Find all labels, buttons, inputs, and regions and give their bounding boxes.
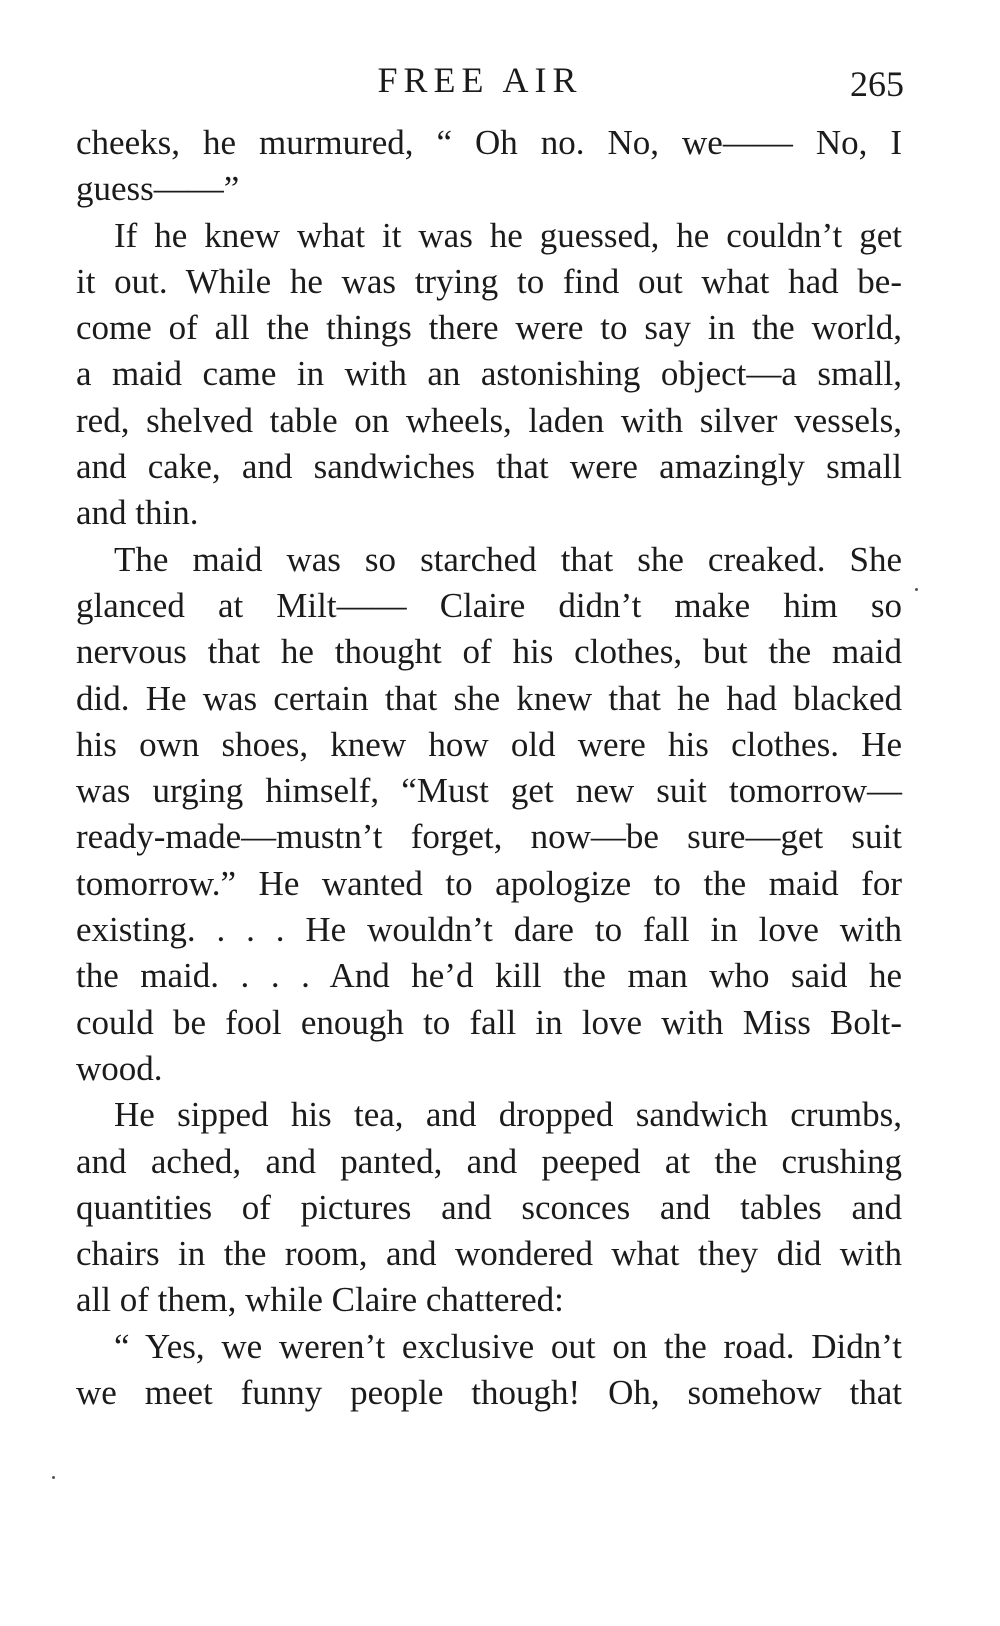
scan-speck <box>52 1476 55 1479</box>
text-line: a maid came in with an astonishing object—a small, <box>76 354 902 394</box>
text-line: red, shelved table on wheels, laden with silver vessels, <box>76 400 902 440</box>
text-line: nervous that he thought of his clothes, but the maid <box>76 632 902 672</box>
text-line: cheeks, he murmured, “ Oh no. No, we—— No, I <box>76 123 902 162</box>
text-line: all of them, while Claire chattered: <box>76 1280 564 1320</box>
text-line: and thin. <box>76 493 199 533</box>
text-line: did. He was certain that she knew that he had blacked <box>76 678 902 718</box>
text-line: guess——” <box>76 169 240 209</box>
text-line: it out. While he was trying to find out what had be- <box>76 261 902 301</box>
text-line: quantities of pictures and sconces and tables and <box>76 1187 902 1227</box>
text-line: existing. . . . He wouldn’t dare to fall in love with <box>76 910 902 950</box>
text-line: his own shoes, knew how old were his clothes. He <box>76 724 902 764</box>
text-line: The maid was so starched that she creaked. She <box>114 539 902 579</box>
text-line: ready-made—mustn’t forget, now—be sure—get suit <box>76 817 902 857</box>
text-line: we meet funny people though! Oh, somehow that <box>76 1373 902 1413</box>
text-line: was urging himself, “Must get new suit tomorrow— <box>76 771 902 811</box>
page-number: 265 <box>850 64 904 104</box>
text-line: the maid. . . . And he’d kill the man who said he <box>76 956 902 996</box>
text-line: and ached, and panted, and peeped at the crushing <box>76 1141 902 1181</box>
running-title: FREE AIR <box>377 60 583 100</box>
text-line: tomorrow.” He wanted to apologize to the maid for <box>76 863 902 903</box>
text-line: come of all the things there were to say in the world, <box>76 308 902 348</box>
text-line: glanced at Milt—— Claire didn’t make him so <box>76 585 902 625</box>
body-text <box>76 120 902 1416</box>
text-line: He sipped his tea, and dropped sandwich crumbs, <box>114 1095 902 1135</box>
text-line: chairs in the room, and wondered what they did with <box>76 1234 902 1274</box>
text-line: If he knew what it was he guessed, he couldn’t get <box>114 215 902 255</box>
text-line: could be fool enough to fall in love with Miss Bolt- <box>76 1002 902 1042</box>
text-line: and cake, and sandwiches that were amazingly small <box>76 447 902 487</box>
scan-speck <box>915 588 918 591</box>
text-line: wood. <box>76 1048 163 1088</box>
text-line: “ Yes, we weren’t exclusive out on the road. Didn’t <box>114 1326 902 1366</box>
